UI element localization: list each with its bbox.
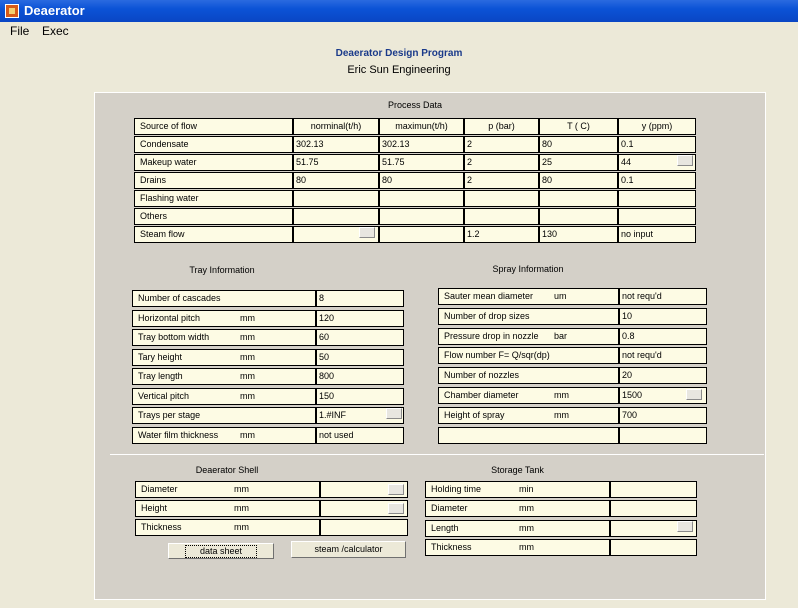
tank-row-label	[425, 500, 610, 517]
tank-value-field[interactable]	[610, 539, 697, 556]
section-divider	[110, 454, 764, 455]
unit-label: mm	[240, 390, 255, 401]
field-label: Height of spray	[444, 409, 505, 420]
tray-row-label	[132, 427, 316, 444]
tray-row-label	[132, 349, 316, 366]
row-label: Drains	[134, 172, 293, 189]
process-value-field[interactable]: 51.75	[293, 154, 379, 171]
process-value-field[interactable]	[618, 208, 696, 225]
field-label: Trays per stage	[138, 410, 201, 420]
field-label: Length	[431, 522, 459, 533]
spray-row-label	[438, 288, 619, 305]
spray-row-label	[438, 308, 619, 325]
process-value-field[interactable]	[379, 226, 464, 243]
spray-value-field[interactable]: 10	[619, 308, 707, 325]
tray-row-label	[132, 290, 316, 307]
spray-row-label	[438, 328, 619, 345]
field-label: Vertical pitch	[138, 390, 190, 401]
tank-row-label	[425, 481, 610, 498]
tank-row-label	[425, 539, 610, 556]
unit-label: mm	[554, 390, 569, 400]
spray-row-label	[438, 427, 619, 444]
process-value-field[interactable]: 2	[464, 136, 539, 153]
process-value-field[interactable]	[293, 208, 379, 225]
field-label: Number of nozzles	[444, 370, 520, 381]
unit-label: min	[519, 484, 534, 494]
field-label: Water film thickness	[138, 429, 219, 440]
process-value-field[interactable]: 2	[464, 154, 539, 171]
tray-value-field[interactable]: 60	[316, 329, 404, 346]
column-header: T ( C)	[539, 118, 618, 135]
process-value-field[interactable]: 25	[539, 154, 618, 171]
app-subtitle: Eric Sun Engineering	[347, 64, 451, 76]
tray-value-field[interactable]: 50	[316, 349, 404, 366]
unit-label: mm	[240, 332, 255, 342]
process-value-field[interactable]: 51.75	[379, 154, 464, 171]
process-value-field[interactable]	[293, 190, 379, 207]
process-value-field[interactable]	[379, 208, 464, 225]
unit-label: mm	[240, 371, 255, 381]
field-label: Diameter	[141, 484, 178, 494]
tank-value-field[interactable]	[610, 500, 697, 517]
field-label: Height	[141, 503, 168, 513]
process-value-field[interactable]: 80	[539, 136, 618, 153]
column-header: norminal(t/h)	[293, 118, 379, 135]
tray-value-field[interactable]: 1.#INF	[316, 407, 404, 424]
tray-info-title: Tray Information	[189, 265, 255, 275]
spray-value-field[interactable]: 700	[619, 407, 707, 424]
chamber-diameter-button[interactable]	[686, 389, 702, 400]
field-label: Sauter mean diameter	[444, 291, 534, 301]
field-label: Number of cascades	[138, 293, 221, 303]
process-value-field[interactable]	[539, 208, 618, 225]
tray-value-field[interactable]: 150	[316, 388, 404, 405]
field-label: Chamber diameter	[444, 390, 519, 400]
spray-value-field[interactable]: not requ'd	[619, 347, 707, 364]
process-value-field[interactable]	[618, 190, 696, 207]
process-value-field[interactable]: 1.2	[464, 226, 539, 243]
tray-value-field[interactable]: 8	[316, 290, 404, 307]
shell-height-button[interactable]	[388, 503, 404, 514]
tank-value-field[interactable]	[610, 481, 697, 498]
tank-length-button[interactable]	[677, 521, 693, 532]
menu-exec[interactable]: Exec	[42, 24, 69, 38]
tray-row-label	[132, 407, 316, 424]
tray-value-field[interactable]: 120	[316, 310, 404, 327]
unit-label: mm	[519, 541, 534, 552]
process-value-field[interactable]	[539, 190, 618, 207]
spray-info-title: Spray Information	[492, 264, 564, 274]
tray-row-label	[132, 329, 316, 346]
spray-value-field[interactable]: 1500	[619, 387, 707, 404]
process-value-field[interactable]: 130	[539, 226, 618, 243]
shell-value-field[interactable]	[320, 519, 408, 536]
spray-row-label	[438, 387, 619, 404]
field-label: Thickness	[141, 522, 182, 532]
tray-value-field[interactable]: 800	[316, 368, 404, 385]
unit-label: mm	[519, 503, 534, 514]
unit-label: mm	[240, 429, 255, 440]
process-value-field[interactable]: 80	[379, 172, 464, 189]
app-icon	[5, 4, 19, 18]
process-value-field[interactable]: 0.1	[618, 172, 696, 189]
data-sheet-button[interactable]	[168, 543, 274, 559]
field-label: Tary height	[138, 351, 183, 362]
spray-value-field[interactable]: not requ'd	[619, 288, 707, 305]
column-header: p (bar)	[464, 118, 539, 135]
process-value-field[interactable]: 0.1	[618, 136, 696, 153]
tank-row-label	[425, 520, 610, 537]
unit-label: mm	[234, 522, 249, 532]
shell-row-label	[135, 481, 320, 498]
process-data-title: Process Data	[387, 100, 443, 110]
process-value-field[interactable]: 80	[539, 172, 618, 189]
row-label: Flashing water	[134, 190, 293, 207]
unit-label: mm	[240, 312, 255, 323]
shell-title: Deaerator Shell	[195, 465, 259, 475]
spray-row-label	[438, 367, 619, 384]
unit-label: mm	[519, 522, 534, 533]
shell-diameter-button[interactable]	[388, 484, 404, 495]
window-title: Deaerator	[24, 3, 85, 18]
process-value-field[interactable]: 302.13	[293, 136, 379, 153]
column-header: y (ppm)	[618, 118, 696, 135]
row-label: Makeup water	[134, 154, 293, 171]
field-label: Pressure drop in nozzle	[444, 330, 539, 341]
field-label: Horizontal pitch	[138, 312, 201, 323]
process-value-field[interactable]: 80	[293, 172, 379, 189]
unit-label: mm	[554, 409, 569, 420]
unit-label: um	[554, 291, 567, 301]
app-title: Deaerator Design Program	[335, 48, 463, 59]
process-value-field[interactable]	[464, 190, 539, 207]
spray-value-field[interactable]	[619, 427, 707, 444]
unit-label: mm	[234, 503, 249, 513]
process-value-field[interactable]: 302.13	[379, 136, 464, 153]
row-label: Steam flow	[134, 226, 293, 243]
field-label: Diameter	[431, 503, 468, 514]
tank-title: Storage Tank	[491, 465, 544, 475]
tray-row-label	[132, 368, 316, 385]
menu-bar	[0, 22, 798, 40]
steam-calculator-button[interactable]: steam /calculator	[291, 541, 406, 558]
spray-row-label	[438, 347, 619, 364]
process-value-field[interactable]	[464, 208, 539, 225]
process-value-field[interactable]: 44	[618, 154, 696, 171]
spray-row-label	[438, 407, 619, 424]
field-label: Tray bottom width	[138, 332, 210, 342]
tray-row-label	[132, 388, 316, 405]
spray-value-field[interactable]: 0.8	[619, 328, 707, 345]
unit-label: bar	[554, 330, 568, 341]
ppm-edit-button[interactable]	[677, 155, 693, 166]
column-header: Source of flow	[134, 118, 293, 135]
tray-row-label	[132, 310, 316, 327]
tray-value-field[interactable]: not used	[316, 427, 404, 444]
field-label: Holding time	[431, 484, 482, 494]
process-value-field[interactable]	[379, 190, 464, 207]
shell-row-label	[135, 519, 320, 536]
spray-value-field[interactable]: 20	[619, 367, 707, 384]
unit-label: mm	[234, 484, 249, 494]
steam-flow-button[interactable]	[359, 227, 375, 238]
field-label: Flow number F= Q/sqr(dp)	[444, 350, 550, 361]
title-bar	[0, 0, 798, 22]
process-value-field[interactable]: no input	[618, 226, 696, 243]
column-header: maximun(t/h)	[379, 118, 464, 135]
field-label: Thickness	[431, 541, 472, 552]
menu-file[interactable]: File	[10, 24, 30, 38]
trays-per-stage-button[interactable]	[386, 408, 402, 419]
unit-label: mm	[240, 351, 255, 362]
shell-row-label	[135, 500, 320, 517]
field-label: Tray length	[138, 371, 183, 381]
process-value-field[interactable]: 2	[464, 172, 539, 189]
row-label: Others	[134, 208, 293, 225]
row-label: Condensate	[134, 136, 293, 153]
data-sheet-label: data sheet	[185, 545, 257, 558]
field-label: Number of drop sizes	[444, 310, 530, 321]
